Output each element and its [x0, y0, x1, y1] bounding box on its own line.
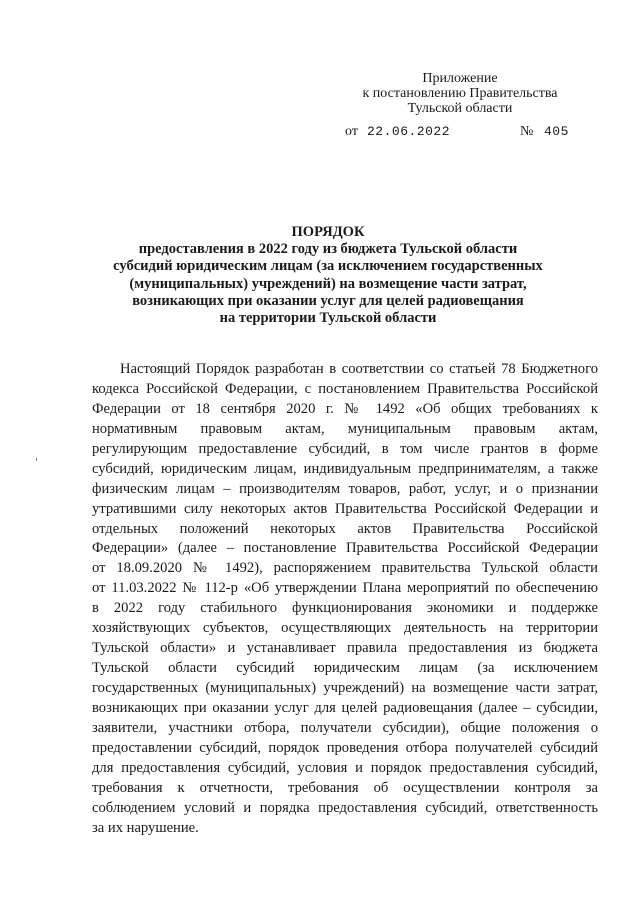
body-line: кодекса Российской Федерации, с постановлением Правительства Российской [92, 380, 598, 397]
title-heading: ПОРЯДОК [291, 224, 365, 240]
margin-mark [36, 458, 37, 461]
body-line: государственных (муниципальных) учреждений) на возмещение части затрат, [92, 680, 598, 696]
title-line: предоставления в 2022 году из бюджета Тульской области [138, 241, 518, 258]
title-line: на территории Тульской области [219, 310, 437, 327]
body-line: за их нарушение. [92, 819, 199, 836]
title-line: возникающих при оказании услуг для целей радиовещания [132, 292, 524, 309]
body-line: от 11.03.2022 № 112-р «Об утверждении Плана мероприятий по обеспечению [92, 580, 598, 597]
document-title [110, 224, 546, 327]
appendix-region: Тульской области [407, 101, 513, 116]
body-line: предоставлении субсидий, порядок проведения отбора получателей субсидий [92, 739, 598, 756]
decree-from-label: от [345, 124, 358, 139]
decree-number: 405 [544, 124, 569, 139]
body-line: Тульской области» и устанавливает правила предоставления из бюджета [92, 640, 598, 657]
body-line: отдельных положений некоторых актов Правительства Российской [92, 520, 598, 537]
appendix-reference: к постановлению Правительства [362, 86, 558, 101]
body-line: возникающих при оказании услуг для целей радиовещания (далее – субсидии, [92, 699, 598, 716]
body-line: Тульской области субсидий юридическим лицам (за исключением [92, 660, 598, 677]
body-line: регулирующим предоставление субсидий, в том числе грантов в форме [92, 440, 598, 457]
appendix-title: Приложение [422, 71, 498, 86]
body-line: в 2022 году стабильного функционирования экономики и поддержке [92, 600, 598, 617]
body-line: хозяйствующих субъектов, осуществляющих деятельность на территории [92, 620, 598, 637]
body-line: Федерации» (далее – постановление Правительства Российской Федерации [92, 540, 598, 557]
body-paragraph [92, 360, 598, 839]
title-line: (муниципальных) учреждений) на возмещение части затрат, [129, 275, 527, 292]
body-line: заявители, участники отбора, получатели субсидии), общие положения о [92, 719, 598, 736]
body-line: Федерации от 18 сентября 2020 г. № 1492 «Об общих требованиях к [92, 400, 598, 417]
body-line: от 18.09.2020 № 1492), распоряжением правительства Тульской области [92, 560, 598, 577]
body-line: физическим лицам – производителям товаров, работ, услуг, и о признании [92, 480, 598, 497]
body-line: Настоящий Порядок разработан в соответствии со статьей 78 Бюджетного [120, 361, 598, 377]
body-line: для предоставления субсидий, условия и порядок предоставления субсидий, [92, 759, 598, 776]
decree-date-number [345, 124, 575, 140]
appendix-header [340, 71, 580, 116]
decree-number-sign: № [520, 124, 534, 139]
body-line: субсидий, юридическим лицам, индивидуальным предпринимателям, а также [92, 460, 598, 477]
body-line: требования к отчетности, требования об осуществлении контроля за [92, 779, 598, 796]
decree-date: 22.06.2022 [367, 124, 451, 139]
title-line: субсидий юридическим лицам (за исключением государственных [113, 258, 543, 275]
body-line: соблюдением условий и порядка предоставления субсидий, ответственность [92, 799, 598, 816]
body-line: нормативным правовым актам, муниципальным правовым актам, [92, 420, 598, 437]
body-line: утратившими силу некоторых актов Правительства Российской Федерации и [92, 500, 598, 517]
